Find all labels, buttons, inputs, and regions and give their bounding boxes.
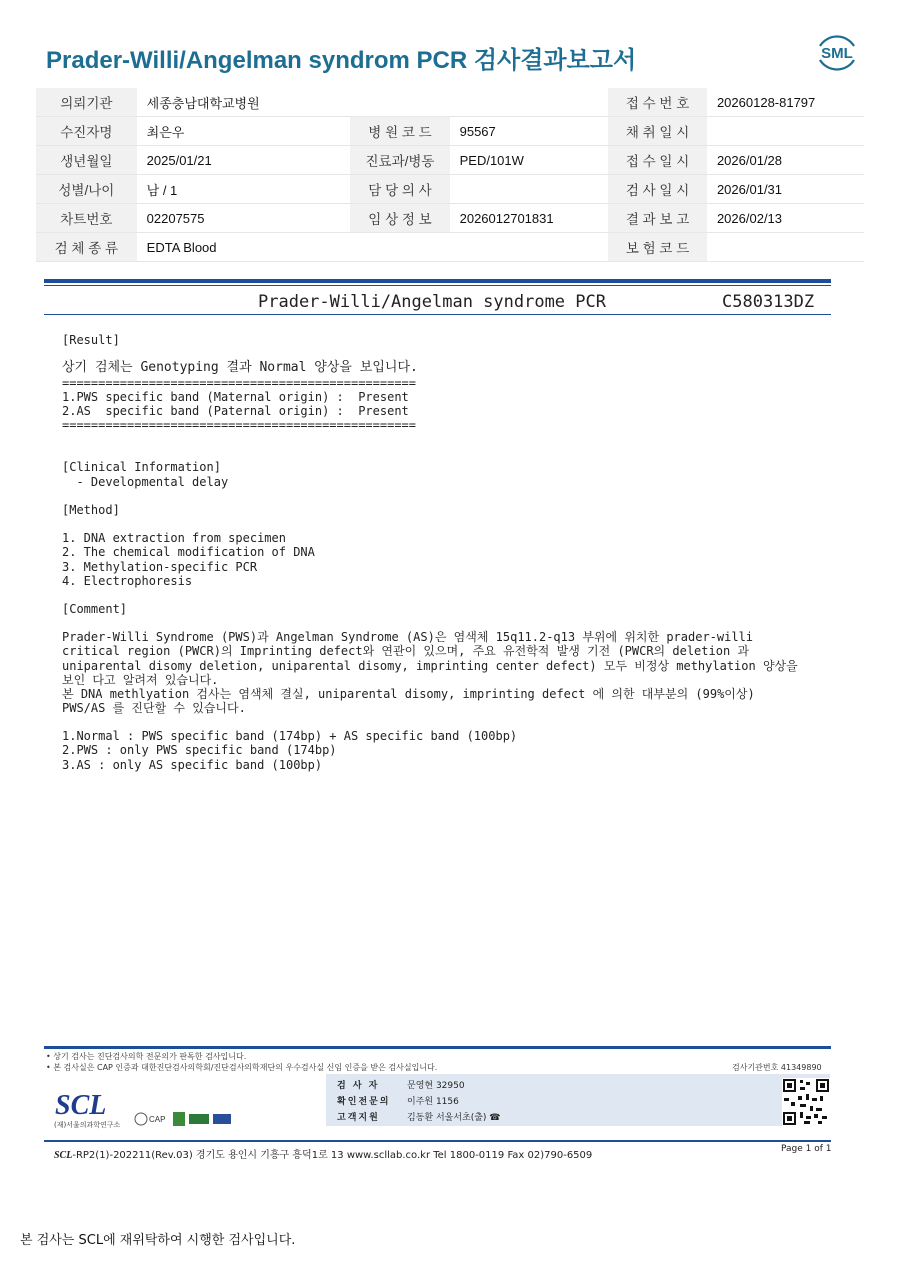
info-label: 채 취 일 시 [608, 117, 707, 146]
svg-text:SML: SML [821, 45, 853, 62]
clinical-heading: [Clinical Information] [62, 460, 221, 474]
lab-name: (재)서울의과학연구소 [54, 1121, 121, 1129]
signer-confirming-doctor: 확인전문의 이주원 1156 [337, 1097, 459, 1107]
method-heading: [Method] [62, 503, 120, 517]
footer-note: • 상기 검사는 진단검사의학 전문의가 판독한 검사입니다. [46, 1052, 247, 1061]
patient-info-table [36, 88, 864, 262]
info-value: 20260128-81797 [707, 88, 864, 117]
signer-customer-support: 고객지원 김동환 서울서초(출) ☎ [337, 1113, 501, 1123]
clinical-item: - Developmental delay [62, 475, 229, 489]
info-value [707, 233, 864, 262]
report-top-rule [44, 279, 831, 283]
comment-line: critical region (PWCR)의 Imprinting defect와 연관이 있으며, 주요 유전학적 발생 기전 (PWCR의 deletion 과 [62, 644, 749, 659]
info-label: 차트번호 [36, 204, 137, 233]
info-value: EDTA Blood [137, 233, 351, 262]
interp-line: 1.Normal : PWS specific band (174bp) + AS specific band (100bp) [62, 729, 518, 743]
sml-logo [814, 30, 860, 76]
qr-code [782, 1078, 830, 1126]
info-value: 세종충남대학교병원 [137, 88, 351, 117]
interpretation-list [62, 729, 517, 772]
scl-logo: SCL [55, 1090, 107, 1121]
page-title: Prader-Willi/Angelman syndrom PCR 검사결과보고서 [46, 47, 637, 74]
info-value [450, 233, 609, 262]
test-code: C580313DZ [722, 292, 815, 312]
info-label: 검 체 종 류 [36, 233, 137, 262]
comment-heading: [Comment] [62, 602, 128, 616]
result-item: 1.PWS specific band (Maternal origin) : Present [62, 390, 409, 404]
info-label: 수진자명 [36, 117, 137, 146]
info-value: 2025/01/21 [137, 146, 351, 175]
info-row [36, 117, 864, 146]
info-value: 남 / 1 [137, 175, 351, 204]
result-item: 2.AS specific band (Paternal origin) : Present [62, 404, 409, 419]
info-value [450, 88, 609, 117]
test-name: Prader-Willi/Angelman syndrome PCR [258, 292, 606, 312]
result-separator-bottom: ================================================= [62, 418, 417, 432]
info-label: 임 상 정 보 [350, 204, 449, 233]
result-separator-top: ================================================= [62, 376, 417, 390]
info-value: PED/101W [450, 146, 609, 175]
info-label: 보 험 코 드 [608, 233, 707, 262]
info-label: 의뢰기관 [36, 88, 137, 117]
info-value [707, 117, 864, 146]
method-list [62, 531, 315, 588]
info-value: 최은우 [137, 117, 351, 146]
footer-note: • 본 검사실은 CAP 인증과 대한진단검사의학회/진단검사의학재단의 우수검사실 신임 인증을 받은 검사실입니다. [46, 1063, 438, 1072]
info-value: 2026/01/31 [707, 175, 864, 204]
info-label: 결 과 보 고 [608, 204, 707, 233]
info-row [36, 146, 864, 175]
signer-tester: 검 사 자 문영현 32950 [337, 1081, 465, 1091]
info-row [36, 204, 864, 233]
method-item: 3. Methylation-specific PCR [62, 559, 258, 574]
lab-registration-number: 검사기관번호 41349890 [732, 1063, 822, 1072]
footer-notes [46, 1051, 437, 1073]
info-value [450, 175, 609, 204]
info-row [36, 233, 864, 262]
footer-bottom-rule [44, 1140, 831, 1142]
outsourcing-note: 본 검사는 SCL에 재위탁하여 시행한 검사입니다. [20, 1233, 296, 1248]
info-label: 진료과/병동 [350, 146, 449, 175]
info-label [350, 233, 449, 262]
info-label: 접 수 일 시 [608, 146, 707, 175]
info-label: 담 당 의 사 [350, 175, 449, 204]
info-row [36, 88, 864, 117]
comment-line: PWS/AS 를 진단할 수 있습니다. [62, 701, 246, 716]
info-label: 성별/나이 [36, 175, 137, 204]
method-item: 2. The chemical modification of DNA [62, 545, 315, 560]
info-row [36, 175, 864, 204]
comment-text [62, 630, 798, 716]
comment-line: uniparental disomy deletion, uniparental disomy, imprinting center defect) 모두 비정상 methylation 양상을 [62, 658, 798, 673]
info-label: 검 사 일 시 [608, 175, 707, 204]
report-head-rule [44, 314, 831, 315]
certification-logos [133, 1108, 237, 1130]
info-value: 2026/01/28 [707, 146, 864, 175]
info-label: 생년월일 [36, 146, 137, 175]
method-item: 4. Electrophoresis [62, 573, 193, 588]
comment-line: 본 DNA methlyation 검사는 염색체 결실, uniparental disomy, imprinting defect 에 의한 대부분의 (99%이상) [62, 687, 755, 702]
result-heading: [Result] [62, 333, 120, 347]
info-label: 병 원 코 드 [350, 117, 449, 146]
svg-text:CAP: CAP [149, 1115, 166, 1124]
interp-line: 3.AS : only AS specific band (100bp) [62, 757, 323, 772]
info-value: 2026/02/13 [707, 204, 864, 233]
info-value: 02207575 [137, 204, 351, 233]
info-label: 접 수 번 호 [608, 88, 707, 117]
info-value: 2026012701831 [450, 204, 609, 233]
form-code-address: SCL-RP2(1)-202211(Rev.03) 경기도 용인시 기흥구 흥덕1로 13 www.scllab.co.kr Tel 1800-0119 Fax 02)790-6509 [54, 1150, 593, 1161]
interp-line: 2.PWS : only PWS specific band (174bp) [62, 743, 337, 758]
result-items [62, 390, 409, 419]
page-number: Page 1 of 1 [781, 1144, 832, 1154]
footer-top-rule [44, 1046, 831, 1049]
info-value: 95567 [450, 117, 609, 146]
comment-line: Prader-Willi Syndrome (PWS)과 Angelman Syndrome (AS)은 염색체 15q11.2-q13 부위에 위치한 prader-willi [62, 630, 754, 644]
info-label [350, 88, 449, 117]
result-summary: 상기 검체는 Genotyping 결과 Normal 양상을 보입니다. [62, 360, 418, 375]
comment-line: 보인 다고 알려져 있습니다. [62, 672, 219, 687]
report-top-rule-thin [44, 285, 831, 286]
method-item: 1. DNA extraction from specimen [62, 531, 286, 545]
